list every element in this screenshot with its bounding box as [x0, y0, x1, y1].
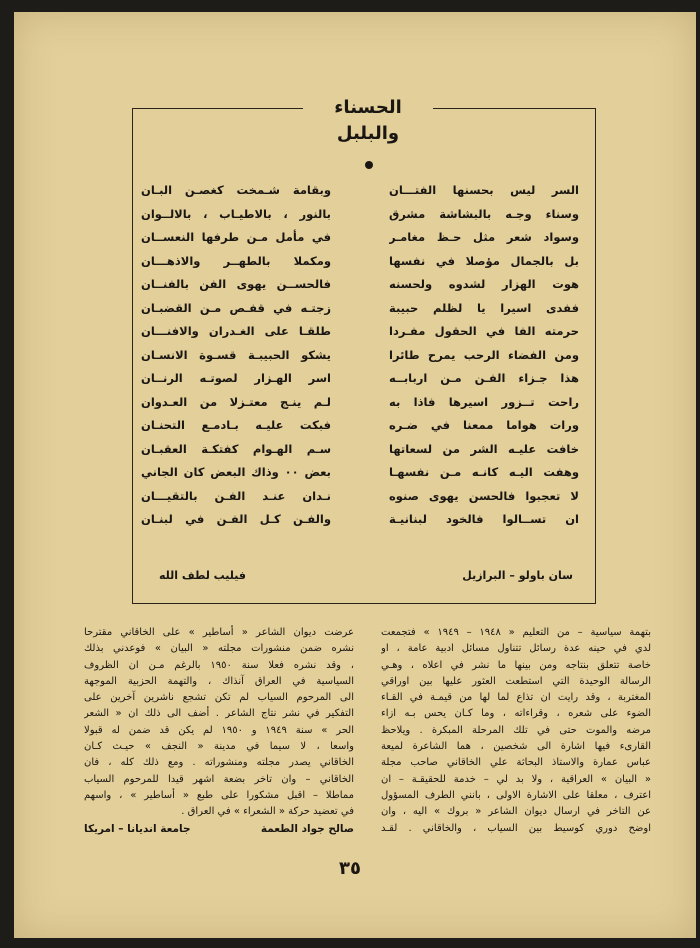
- text-line: المغتربة ، وقد رايت ان تذاع لما لها من قيمـة في القـاء: [381, 692, 651, 704]
- author-name: صالح جواد الطعمة: [260, 823, 354, 835]
- text-line: عرضت ديوان الشاعر « أساطير » على الخاقاني مقترحا: [84, 627, 354, 638]
- text-line: لدي في حينه عدة رسائل تتناول مسائل ادبية عامة ، او: [381, 643, 651, 655]
- text-line: الضوء على شعره ، وقراءاته ، وما كـان يحس بـه ازاء: [381, 708, 651, 720]
- text-line: الرسالة الوحيدة التي استطعت العثور عليها بين اوراقي: [381, 675, 651, 687]
- text-line: « البيان » العراقية ، ولا بد لي – خدمة للحقيقـة – ان: [381, 773, 651, 785]
- poem-location: سان باولو – البرازيل: [462, 569, 573, 582]
- verse: لا تعجبوا فالحسن يهوى صنوه: [389, 488, 579, 503]
- verse: نـدان عنـد الفـن بالتقيـــان: [141, 488, 331, 503]
- ornament-dot: [365, 161, 373, 169]
- poem-box: [132, 97, 596, 604]
- page-number: ٣٥: [339, 858, 361, 879]
- text-line: نشره ضمن منشورات مجلته « البيان » فوعدني بذلك: [84, 643, 354, 655]
- verse: في مأمل مـن طرفها النعســان: [141, 230, 331, 244]
- article-column-left: [84, 625, 354, 821]
- text-line: اعترف ، معلقا على الاشارة الاولى ، بانني الطرف المسؤول: [381, 789, 651, 801]
- text-line: القارىء فيها اشارة الى شخصين ، هما الشاعرة لميعة: [381, 741, 651, 753]
- text-line: عباس عمارة والاستاذ البحاثة علي الخاقاني صاحب مجلة: [381, 757, 651, 769]
- verse: فبكت عليـه بـادمـع التحنـان: [141, 418, 331, 432]
- verse: زجتـه في قفـص مـن القضبـان: [141, 300, 331, 315]
- verse: هوت الهزار لشدوه ولحسنه: [389, 277, 579, 291]
- article-signature: [84, 823, 354, 835]
- verse: وبقامة شـمخت كغصـن البـان: [141, 183, 331, 197]
- text-line: ، وقد نشره فعلا سنة ١٩٥٠ بالرغم مـن ان الظروف: [84, 659, 354, 671]
- text-line: عن التاخر في ارسال ديوان الشاعر « بروك » اليه ، وان: [381, 806, 651, 818]
- poem-column-right: [389, 179, 579, 532]
- text-line: واسعا ، لا سيما في مدينة « النجف » حيـث كـان: [84, 741, 354, 753]
- verse: ففدى اسيرا يا لظلم حبيبة: [389, 300, 579, 315]
- text-line: التفكير في نشر نتاج الشاعر . أضف الى ذلك ان « الشعر: [84, 708, 354, 720]
- text-line: اوضح دوري كوسيط بين السياب ، والخاقاني . لقـد: [381, 822, 651, 834]
- verse: خافت عليـه الشر من لسعاتها: [389, 441, 579, 456]
- verse: فالحســن يهوى الفن بالفنــان: [141, 277, 331, 291]
- text-line: مرضه والموت حتى في تلك المرحلة المبكرة . ويلاحظ: [381, 724, 651, 736]
- text-line: خاصة تتعلق بنتاجه ومن بينها ما نشر في اعلاه ، وهـي: [381, 659, 651, 671]
- article-column-right: [381, 625, 651, 837]
- verse: راحت تــزور اسيرها فاذا به: [389, 394, 579, 409]
- verse: طلقـا على الغـدران والافنـــان: [141, 324, 331, 338]
- verse: السر ليس بحسنها الفتـــان: [389, 183, 579, 197]
- verse: سـم الهـوام كفتكـة العقبـان: [141, 441, 331, 456]
- author-affiliation: جامعة انديانا – امريكا: [84, 823, 191, 835]
- verse: بعض ٠٠ وذاك البعض كان الجاني: [141, 465, 331, 479]
- verse: ورات هواما ممعنا في ضـره: [389, 418, 579, 432]
- verse: ومن الفضاء الرحب يمرح طائرا: [389, 347, 579, 362]
- verse: وسناء وجـه بالبشاشة مشرق: [389, 206, 579, 221]
- text-line: الى المرحوم السياب لم تكن تشجع ناشرين آخرين على: [84, 692, 354, 704]
- verse: يشكو الحبيبـة قسـوة الانسـان: [141, 347, 331, 362]
- text-line: السياسية في العراق آنذاك ، والتهمة الحزبية الموجهة: [84, 675, 354, 687]
- verse: بالنور ، بالاطيـاب ، بالالــوان: [141, 206, 331, 221]
- verse: هذا جـزاء الفـن مـن اربابــه: [389, 371, 579, 385]
- text-line: الخاقاني يصدر مجلته ومنشوراته . ومع ذلك كله ، فان: [84, 757, 354, 769]
- verse: وهفت اليـه كانـه مـن نفسهـا: [389, 465, 579, 479]
- text-line: الخاقاني – وان تاخر بضعة اشهر قيدا للمرحوم السياب: [84, 773, 354, 785]
- verse: بل بالجمال مؤصلا في نفسها: [389, 253, 579, 268]
- text-line: الحر » سنة ١٩٤٩ و ١٩٥٠ لم يكن قد ضمن له قبولا: [84, 724, 354, 736]
- verse: اسر الهـزار لصوتـه الرنــان: [141, 371, 331, 385]
- text-line: بتهمة سياسية – من التعليم « ١٩٤٨ – ١٩٤٩ » فتجمعت: [381, 627, 651, 638]
- verse: ومكملا بالطهــر والاذهـــان: [141, 253, 331, 268]
- text-line: في تعضيد حركة « الشعراء » في العراق .: [181, 806, 354, 818]
- verse: حرمته الفا في الحقول مفـردا: [389, 324, 579, 338]
- magazine-page: [14, 12, 696, 938]
- poem-title: الحسناء والبلبل: [303, 95, 433, 121]
- verse: وسواد شعر مثل حـظ مغامـر: [389, 230, 579, 244]
- verse: والفـن كـل الفـن في لبنـان: [141, 512, 331, 526]
- verse: ان تســالوا فالخود لبنانيـة: [389, 512, 579, 526]
- text-line: مماطلا – اقبل مشكورا على طبع « أساطير » ، واسهم: [84, 789, 354, 801]
- verse: لـم ينـج معتـزلا من العـدوان: [141, 394, 331, 409]
- poem-column-left: [141, 179, 331, 532]
- poet-name: فيليب لطف الله: [159, 569, 246, 582]
